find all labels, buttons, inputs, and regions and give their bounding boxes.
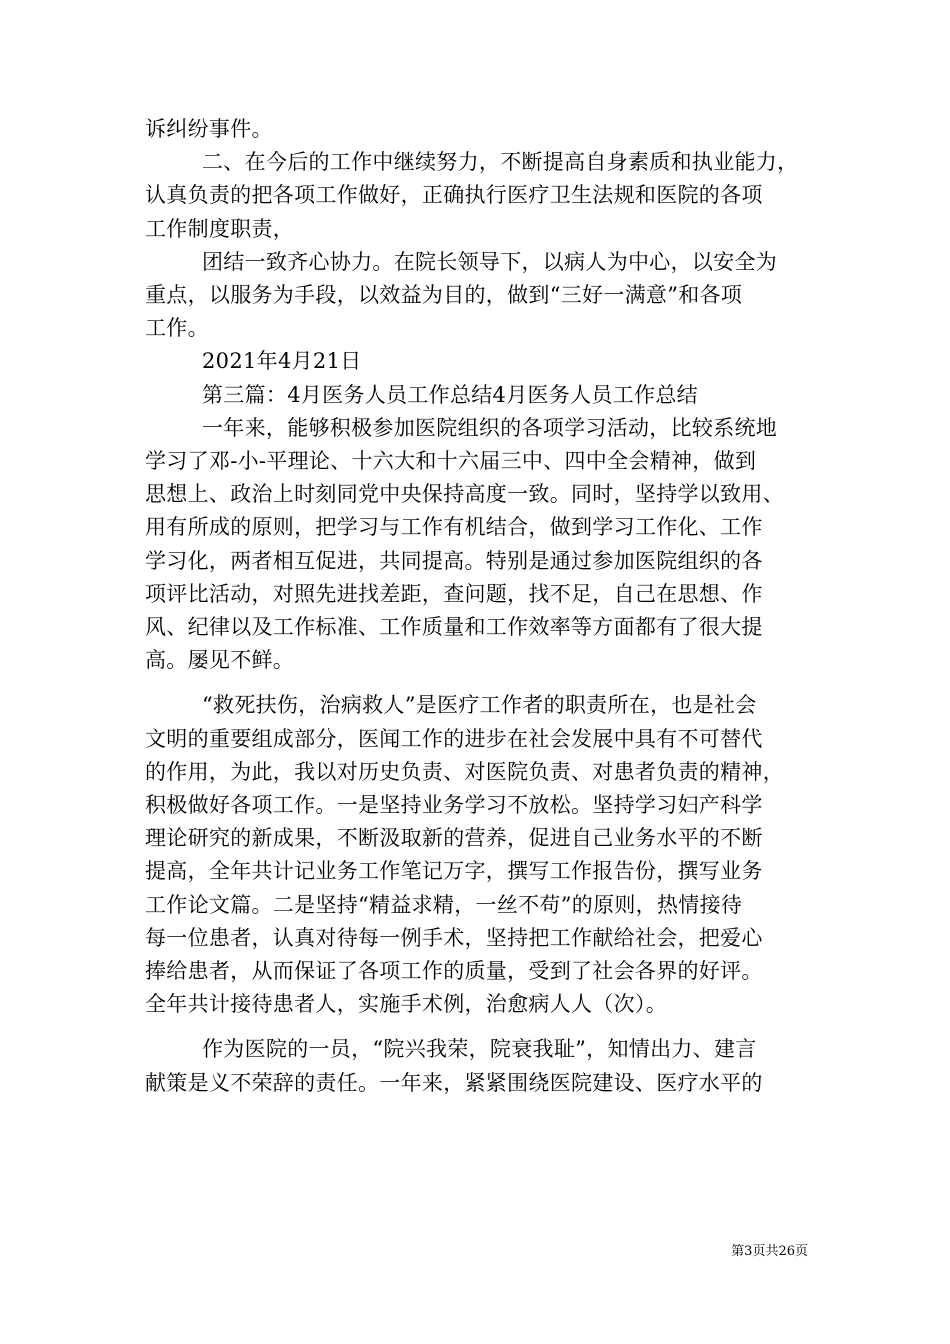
text-line: 学习化，两者相互促进，共同提高。特别是通过参加医院组织的各 [145, 548, 763, 573]
text-line: 诉纠纷事件。 [145, 117, 273, 141]
text-line: 工作制度职责， [145, 216, 295, 241]
document-body [145, 113, 815, 1100]
text-line: 思想上、政治上时刻同党中央保持高度一致。同时，坚持学以致用、 [145, 482, 784, 507]
text-line: 项评比活动，对照先进找差距，查问题，找不足，自己在思想、作 [145, 581, 763, 606]
text-line: 提高，全年共计记业务工作笔记万字，撰写工作报告份，撰写业务 [145, 859, 763, 884]
text-line: 一年来，能够积极参加医院组织的各项学习活动，比较系统地 [202, 415, 778, 440]
section-heading: 第三篇：4月医务人员工作总结4月医务人员工作总结 [202, 382, 698, 407]
text-line: 每一位患者，认真对待每一例手术，坚持把工作献给社会，把爱心 [145, 925, 763, 950]
text-line: 全年共计接待患者人，实施手术例，治愈病人人（次）。 [145, 992, 667, 1017]
text-line: 重点，以服务为手段，以效益为目的，做到“三好一满意”和各项 [145, 283, 743, 308]
text-line: 献策是义不荣辞的责任。一年来，紧紧围绕医院建设、医疗水平的 [145, 1070, 763, 1095]
date-line: 2021年4月21日 [202, 349, 362, 374]
text-line: 文明的重要组成部分，医闻工作的进步在社会发展中具有不可替代 [145, 726, 763, 751]
text-line: 捧给患者，从而保证了各项工作的质量，受到了社会各界的好评。 [145, 959, 763, 984]
text-line: 认真负责的把各项工作做好，正确执行医疗卫生法规和医院的各项 [145, 183, 763, 208]
text-line: 理论研究的新成果，不断汲取新的营养，促进自己业务水平的不断 [145, 826, 763, 851]
text-line: 二、在今后的工作中继续努力，不断提高自身素质和执业能力， [202, 150, 799, 175]
text-line: 工作。 [145, 316, 209, 341]
page-number: 第3页共26页 [731, 1244, 808, 1259]
text-line: 作为医院的一员，“院兴我荣，院衰我耻”，知情出力、建言 [202, 1037, 757, 1062]
text-line: 工作论文篇。二是坚持“精益求精，一丝不苟”的原则，热情接待 [145, 892, 743, 917]
text-line: 高。屡见不鲜。 [145, 648, 295, 673]
text-line: 的作用，为此，我以对历史负责、对医院负责、对患者负责的精神， [145, 759, 784, 784]
text-line: 积极做好各项工作。一是坚持业务学习不放松。坚持学习妇产科学 [145, 793, 763, 818]
text-line: 风、纪律以及工作标准、工作质量和工作效率等方面都有了很大提 [145, 615, 763, 640]
text-line: 团结一致齐心协力。在院长领导下，以病人为中心，以安全为 [202, 249, 778, 274]
text-line: “救死扶伤，治病救人”是医疗工作者的职责所在，也是社会 [202, 693, 757, 718]
text-line: 用有所成的原则，把学习与工作有机结合，做到学习工作化、工作 [145, 515, 763, 540]
text-line: 学习了邓-小-平理论、十六大和十六届三中、四中全会精神，做到 [145, 449, 757, 474]
